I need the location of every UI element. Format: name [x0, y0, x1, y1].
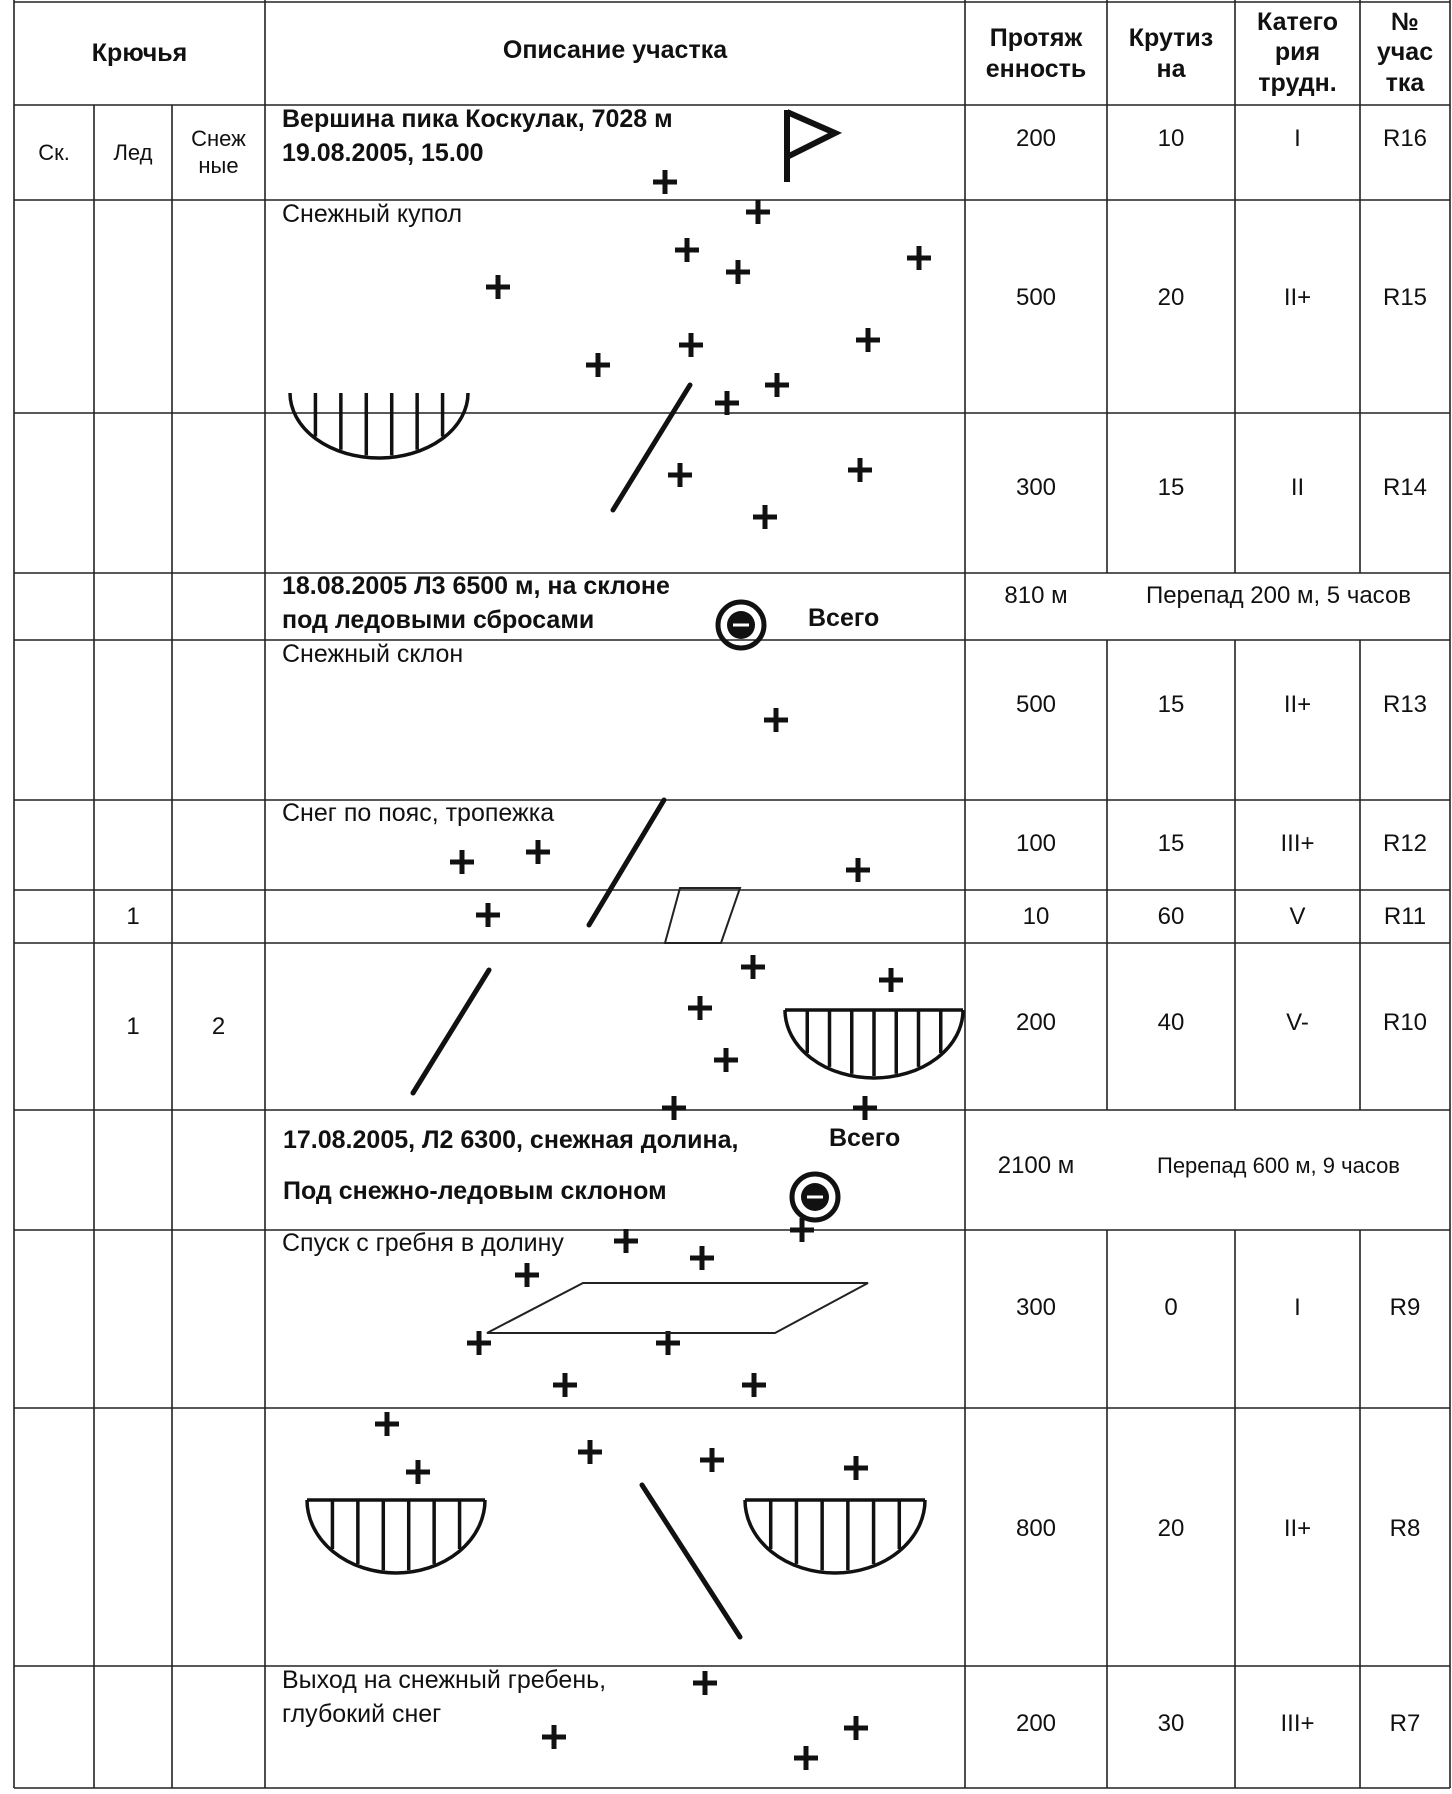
- header-category: Катего рия трудн.: [1257, 7, 1338, 97]
- snow-cross-icon: [765, 373, 789, 397]
- snow-cross-icon: [848, 458, 872, 482]
- section-description: Снег по пояс, тропежка: [282, 799, 555, 827]
- hook-count-rock: [14, 800, 94, 890]
- snow-cross-icon: [675, 238, 699, 262]
- section-steep: 40: [1157, 1009, 1185, 1036]
- snow-cross-icon: [476, 903, 500, 927]
- hook-count-ice: [94, 1230, 172, 1408]
- subheader-rock: Ск.: [38, 139, 70, 165]
- section-num: R15: [1382, 283, 1428, 311]
- section-length: 10: [1022, 902, 1050, 930]
- section-length: 500: [1015, 691, 1057, 718]
- snow-cross-icon: [586, 353, 610, 377]
- section-description: Выход на снежный гребень, глубокий снег: [282, 1666, 607, 1728]
- snow-cross-icon: [746, 200, 770, 224]
- snow-cross-icon: [794, 1746, 818, 1770]
- snow-cross-icon: [688, 996, 712, 1020]
- snow-cross-icon: [578, 1440, 602, 1464]
- section-cat: I: [1294, 125, 1301, 152]
- hook-count-snow: [172, 800, 265, 890]
- section-num: R9: [1389, 1293, 1421, 1321]
- hook-count-ice: [94, 1408, 172, 1666]
- snow-cross-icon: [693, 1671, 717, 1695]
- snow-cross-icon: [844, 1456, 868, 1480]
- bivouac-total-label: Всего: [829, 1124, 901, 1152]
- section-steep: 15: [1157, 474, 1185, 501]
- hook-count-ice: 1: [126, 902, 140, 930]
- section-num: R16: [1382, 125, 1428, 152]
- section-length: 300: [1015, 474, 1057, 501]
- section-steep: 30: [1157, 1710, 1185, 1737]
- section-description: Вершина пика Коскулак, 7028 м 19.08.2005, 15.00: [282, 105, 673, 167]
- section-description: Снежный склон: [282, 640, 464, 668]
- section-num: R14: [1382, 474, 1428, 501]
- section-description: Снежный купол: [282, 200, 463, 228]
- snow-cross-icon: [679, 333, 703, 357]
- crevasse-icon: [745, 1500, 925, 1573]
- snow-cross-icon: [741, 955, 765, 979]
- section-num: R7: [1389, 1710, 1421, 1737]
- section-num: R11: [1383, 902, 1427, 930]
- bivouac-tent-icon: [792, 1174, 838, 1220]
- snow-cross-icon: [690, 1246, 714, 1270]
- section-length: 100: [1015, 830, 1057, 857]
- snow-cross-icon: [753, 505, 777, 529]
- snow-cross-icon: [700, 1448, 724, 1472]
- snow-cross-icon: [715, 391, 739, 415]
- hook-count-ice: [94, 413, 172, 573]
- rope-line-icon: [413, 970, 489, 1093]
- section-steep: 15: [1157, 691, 1185, 718]
- snow-cross-icon: [668, 463, 692, 487]
- section-length: 200: [1015, 125, 1057, 152]
- section-steep: 0: [1164, 1293, 1178, 1321]
- snow-cross-icon: [764, 708, 788, 732]
- hook-count-snow: 2: [211, 1012, 226, 1040]
- hook-count-rock: [14, 890, 94, 943]
- section-cat: II+: [1283, 1515, 1312, 1542]
- crevasse-icon: [290, 393, 468, 458]
- header-steepness: Крутиз на: [1128, 24, 1214, 83]
- ice-wall-icon: [665, 888, 740, 943]
- rope-line-icon: [642, 1485, 740, 1637]
- hook-count-ice: 1: [126, 1012, 140, 1040]
- section-description: Спуск с гребня в долину: [282, 1229, 564, 1257]
- snow-cross-icon: [526, 840, 550, 864]
- section-num: R13: [1382, 691, 1428, 718]
- bivouac-description-line2: Под снежно-ледовым склоном: [283, 1177, 667, 1205]
- bivouac-description-line1: 17.08.2005, Л2 6300, снежная долина,: [283, 1126, 739, 1154]
- subheader-ice: Лед: [113, 139, 153, 165]
- header-hooks: Крючья: [91, 39, 188, 68]
- rope-line-icon: [613, 385, 690, 510]
- bivouac-total-length: 2100 м: [997, 1152, 1075, 1179]
- hook-count-ice: [94, 200, 172, 413]
- section-cat: V-: [1286, 1009, 1309, 1036]
- section-cat: II: [1290, 474, 1305, 501]
- section-steep: 60: [1157, 902, 1185, 930]
- snow-cross-icon: [486, 275, 510, 299]
- snow-cross-icon: [879, 968, 903, 992]
- header-description: Описание участка: [502, 35, 728, 64]
- section-steep: 20: [1157, 283, 1185, 311]
- header-number: № учас тка: [1376, 7, 1434, 97]
- section-length: 200: [1015, 1009, 1057, 1036]
- snow-cross-icon: [907, 246, 931, 270]
- snow-cross-icon: [714, 1048, 738, 1072]
- rope-line-icon: [589, 800, 664, 925]
- hook-count-snow: [172, 640, 265, 800]
- section-cat: II+: [1283, 691, 1312, 718]
- hook-count-rock: [14, 640, 94, 800]
- section-num: R8: [1389, 1515, 1421, 1542]
- hook-count-snow: [172, 890, 265, 943]
- snow-cross-icon: [662, 1096, 686, 1120]
- section-cat: III+: [1280, 1710, 1315, 1737]
- hook-count-rock: [14, 1666, 94, 1788]
- snow-cross-icon: [515, 1263, 539, 1287]
- snow-cross-icon: [853, 1096, 877, 1120]
- bivouac-total-label: Всего: [808, 604, 880, 632]
- hook-count-rock: [14, 943, 94, 1110]
- subheader-snow: Снеж ные: [191, 126, 246, 178]
- section-cat: I: [1294, 1293, 1301, 1321]
- plateau-icon: [487, 1283, 868, 1333]
- crevasse-icon: [785, 1010, 963, 1078]
- snow-cross-icon: [856, 328, 880, 352]
- section-num: R12: [1382, 830, 1428, 857]
- snow-cross-icon: [656, 1331, 680, 1355]
- snow-cross-icon: [553, 1373, 577, 1397]
- hook-count-ice: [94, 1666, 172, 1788]
- section-steep: 15: [1157, 830, 1185, 857]
- snow-cross-icon: [846, 858, 870, 882]
- hook-count-snow: [172, 1230, 265, 1408]
- bivouac-drop: Перепад 600 м, 9 часов: [1157, 1153, 1400, 1179]
- snow-cross-icon: [406, 1460, 430, 1484]
- section-cat: III+: [1280, 830, 1315, 857]
- snow-cross-icon: [726, 260, 750, 284]
- snow-cross-icon: [375, 1412, 399, 1436]
- bivouac-total-length: 810 м: [1004, 581, 1068, 609]
- snow-cross-icon: [450, 850, 474, 874]
- section-length: 200: [1015, 1710, 1057, 1737]
- snow-cross-icon: [653, 170, 677, 194]
- hook-count-ice: [94, 800, 172, 890]
- bivouac-description: 18.08.2005 Л3 6500 м, на склоне под ледовыми сбросами: [282, 572, 670, 634]
- section-steep: 20: [1157, 1515, 1185, 1542]
- section-cat: II+: [1283, 283, 1312, 311]
- hook-count-rock: [14, 413, 94, 573]
- hook-count-rock: [14, 200, 94, 413]
- section-steep: 10: [1157, 125, 1185, 152]
- section-cat: V: [1289, 902, 1306, 930]
- hook-count-snow: [172, 1666, 265, 1788]
- hook-count-snow: [172, 413, 265, 573]
- snow-cross-icon: [467, 1331, 491, 1355]
- hook-count-rock: [14, 1408, 94, 1666]
- bivouac-tent-icon: [718, 602, 764, 648]
- hook-count-ice: [94, 640, 172, 800]
- snow-cross-icon: [614, 1229, 638, 1253]
- bivouac-drop: Перепад 200 м, 5 часов: [1145, 581, 1412, 609]
- snow-cross-icon: [742, 1373, 766, 1397]
- header-length: Протяж енность: [985, 24, 1087, 83]
- summit-flag-icon: [787, 110, 835, 182]
- hook-count-snow: [172, 200, 265, 413]
- section-num: R10: [1382, 1009, 1428, 1036]
- hook-count-snow: [172, 1408, 265, 1666]
- snow-cross-icon: [844, 1716, 868, 1740]
- crevasse-icon: [307, 1500, 485, 1573]
- section-length: 500: [1015, 283, 1057, 311]
- hook-count-rock: [14, 1230, 94, 1408]
- section-length: 300: [1015, 1293, 1057, 1321]
- section-length: 800: [1015, 1515, 1057, 1542]
